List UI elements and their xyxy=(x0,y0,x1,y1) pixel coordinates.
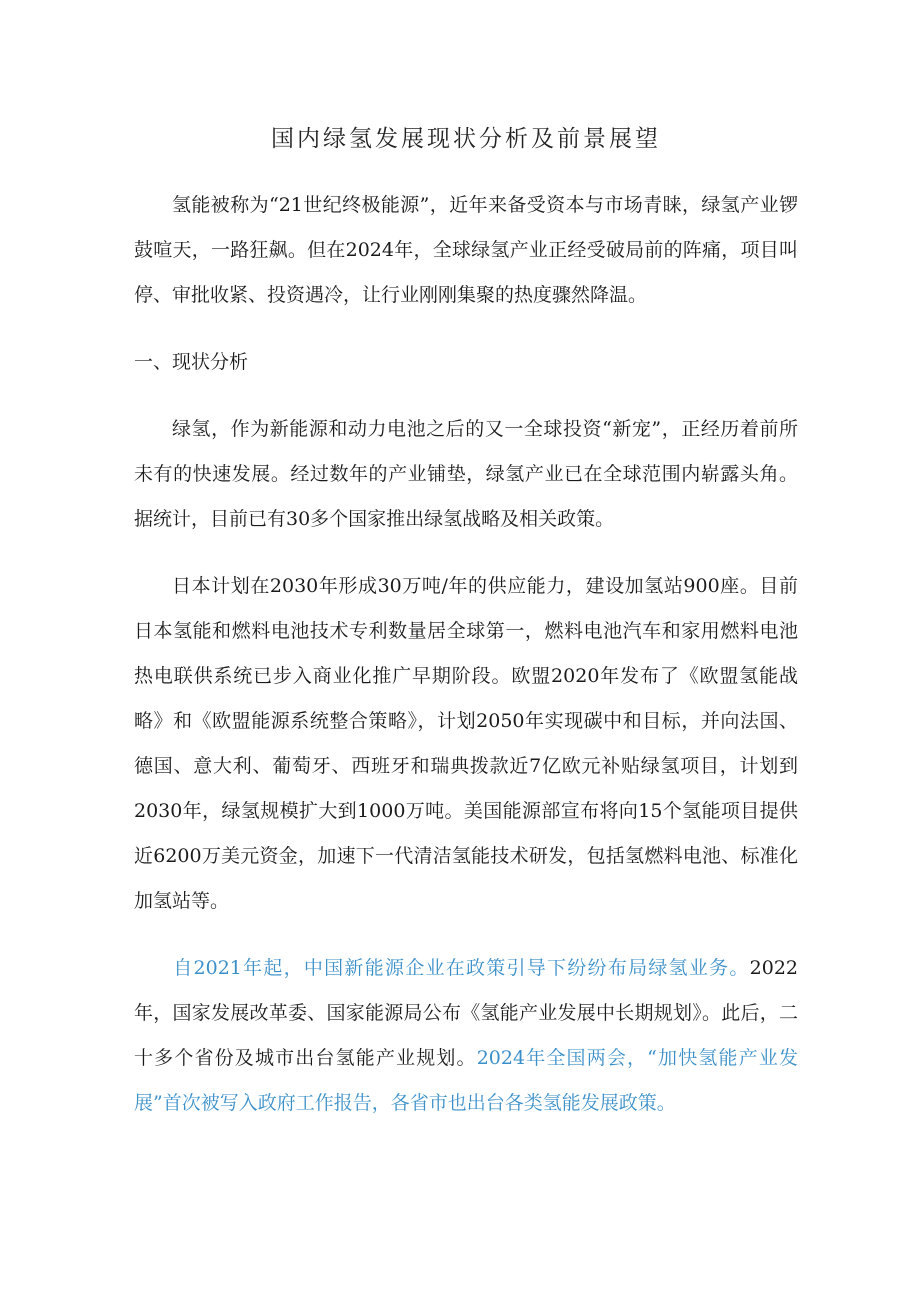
body-text-middle: 2022年，国家发展改革委、国家能源局公布《氢能产业发展中长期规划》。此后，二十多个省份及城市出台氢能产业规划。 xyxy=(134,957,798,1069)
paragraph-china xyxy=(134,946,798,1126)
section-heading: 一、现状分析 xyxy=(134,351,249,373)
highlight-text-end: 2024年全国两会，“加快氢能产业发展”首次被写入政府工作报告，各省市也出台各类氢能发展政策。 xyxy=(134,1047,798,1114)
highlight-text-start: 自2021年起，中国新能源企业在政策引导下纷纷布局绿氢业务。 xyxy=(172,957,750,979)
intro-paragraph: 氢能被称为“21世纪终极能源”，近年来备受资本与市场青睐，绿氢产业锣鼓喧天，一路狂飙。但在2024年，全球绿氢产业正经受破局前的阵痛，项目叫停、审批收紧、投资遇冷，让行业刚刚集聚的热度骤然降温。 xyxy=(134,194,798,306)
page-title: 国内绿氢发展现状分析及前景展望 xyxy=(271,126,661,152)
paragraph-green-hydrogen: 绿氢，作为新能源和动力电池之后的又一全球投资“新宠”，正经历着前所未有的快速发展。经过数年的产业铺垫，绿氢产业已在全球范围内崭露头角。据统计，目前已有30多个国家推出绿氢战略及相关政策。 xyxy=(134,418,798,530)
paragraph-international: 日本计划在2030年形成30万吨/年的供应能力，建设加氢站900座。目前日本氢能和燃料电池技术专利数量居全球第一，燃料电池汽车和家用燃料电池热电联供系统已步入商业化推广早期阶段。欧盟2020年发布了《欧盟氢能战略》和《欧盟能源系统整合策略》，计划2050年实现碳中和目标，并向法国、德国、意大利、葡萄牙、西班牙和瑞典拨款近7亿欧元补贴绿氢项目，计划到2030年，绿氢规模扩大到1000万吨。美国能源部宣布将向15个氢能项目提供近6200万美元资金，加速下一代清洁氢能技术研发，包括氢燃料电池、标准化加氢站等。 xyxy=(134,575,798,912)
